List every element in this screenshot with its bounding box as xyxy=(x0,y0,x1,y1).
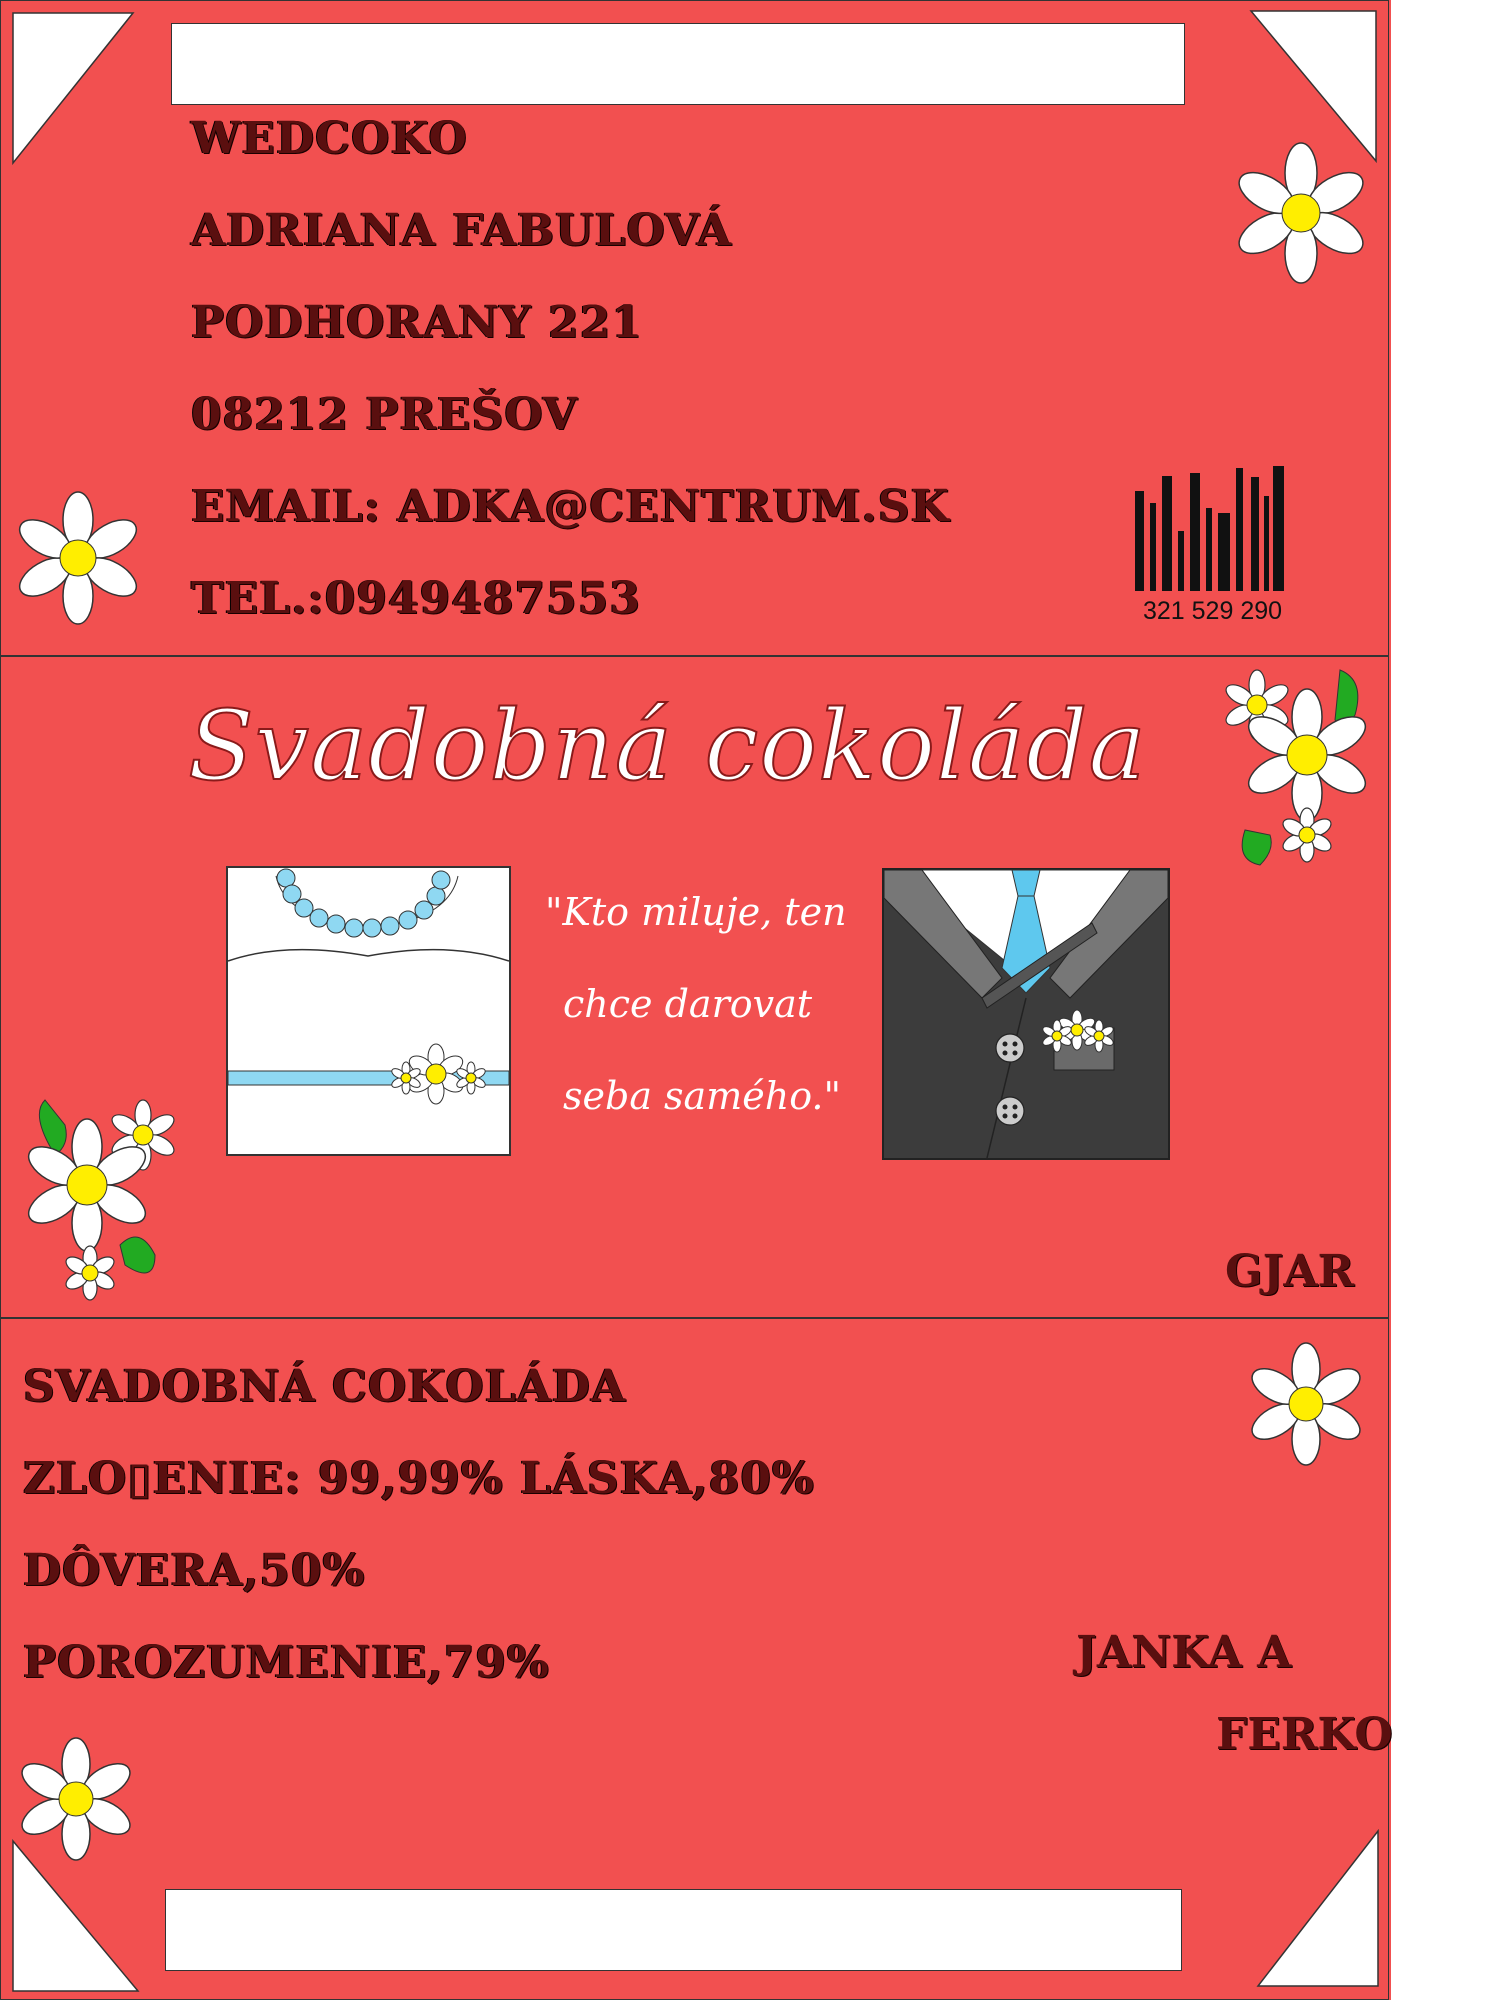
daisy-icon xyxy=(1236,141,1366,286)
address-panel xyxy=(0,0,1389,656)
email: EMAIL: ADKA@CENTRUM.SK xyxy=(191,481,950,532)
couple-line-2: FERKO xyxy=(1216,1709,1393,1760)
back-product-name: SVADOBNÁ COKOLÁDA xyxy=(23,1361,627,1412)
daisy-icon xyxy=(1251,1339,1361,1469)
daisy-icon xyxy=(21,1734,131,1864)
quote-line-2: chce darovat xyxy=(563,982,813,1026)
quote-line-3: seba samého." xyxy=(563,1074,841,1118)
ingredients-line-2: DÔVERA,50% xyxy=(23,1545,366,1596)
maker-label: GJAR xyxy=(1225,1246,1355,1297)
person-name: ADRIANA FABULOVÁ xyxy=(191,205,732,256)
bottom-label-bar xyxy=(165,1889,1182,1971)
barcode-number: 321 529 290 xyxy=(1143,597,1283,625)
street: PODHORANY 221 xyxy=(191,297,643,348)
quote-line-1: "Kto miluje, ten xyxy=(545,890,847,934)
phone: TEL.:0949487553 xyxy=(191,573,641,624)
barcode-icon xyxy=(1133,461,1318,591)
wedding-dress-icon xyxy=(226,866,511,1156)
groom-suit-icon xyxy=(882,868,1170,1160)
company-name: WEDCOKO xyxy=(191,113,468,164)
daisy-bouquet-icon xyxy=(1215,660,1385,870)
daisy-icon xyxy=(16,491,141,626)
product-title: Svadobná cokoláda xyxy=(188,690,1147,802)
corner-bottom-right xyxy=(1256,1829,1381,1989)
city: 08212 PREŠOV xyxy=(191,389,579,440)
ingredients-line-1: ZLO▯ENIE: 99,99% LÁSKA,80% xyxy=(23,1453,815,1504)
top-label-bar xyxy=(171,23,1185,105)
couple-line-1: JANKA A xyxy=(1076,1627,1292,1678)
daisy-bouquet-icon xyxy=(15,1095,185,1305)
ingredients-line-3: POROZUMENIE,79% xyxy=(23,1637,550,1688)
ingredients-panel xyxy=(0,1318,1393,2000)
corner-top-left xyxy=(11,11,136,166)
